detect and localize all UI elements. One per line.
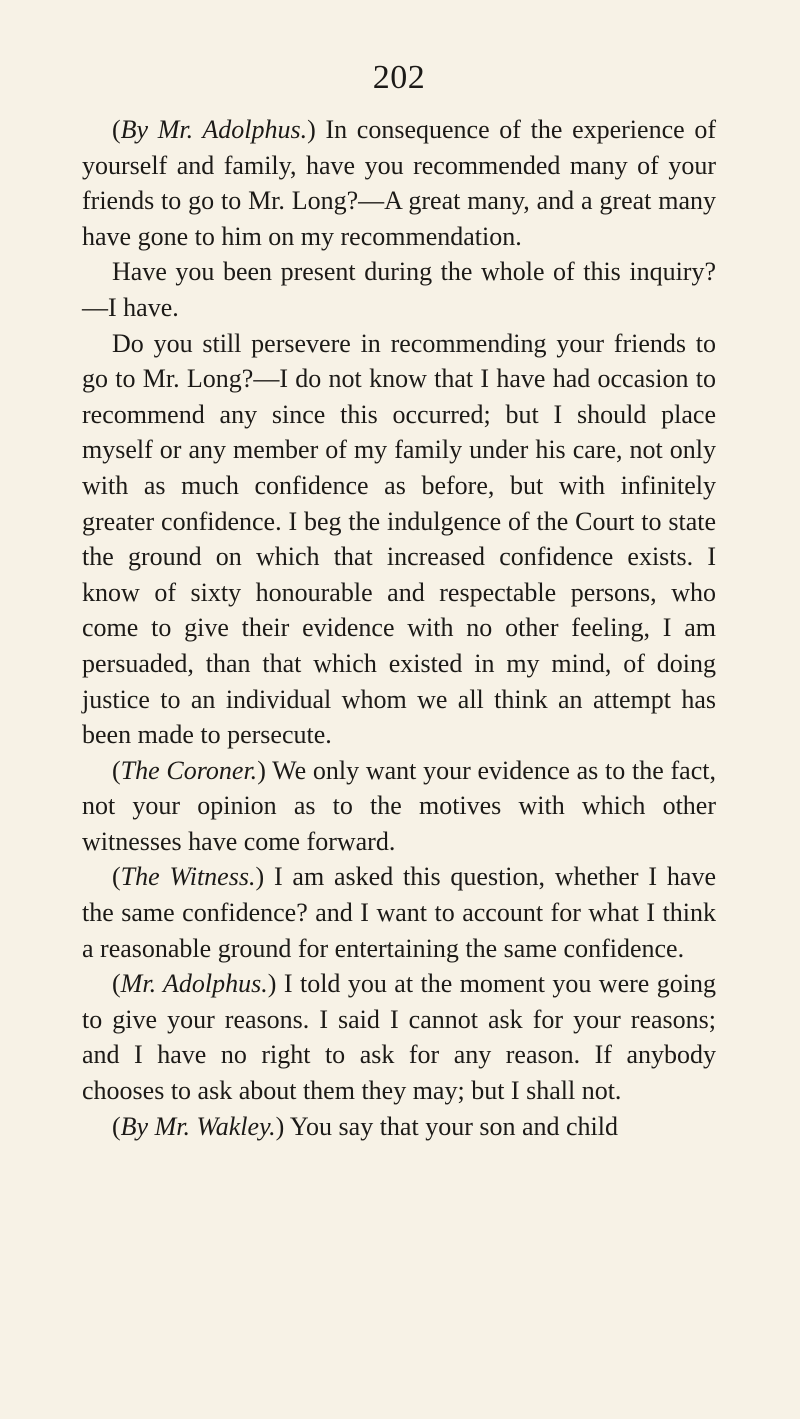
paren-close: ) xyxy=(275,1111,290,1141)
paragraph-3 xyxy=(82,326,716,753)
paragraph-text: Do you still persevere in recommending your friends to go to Mr. Long?—I do not know that I have had occasion to recommend any since this occurred; but I should place myself or any member of my family under his care, not only with as much confidence as before, but with infinitely greater confidence. I beg the indulgence of the Court to state the ground on which that increased confidence exists. I know of sixty honourable and respectable persons, who come to give their evidence with no other feeling, I am persuaded, than that which existed in my mind, of doing justice to an individual whom we all think an attempt has been made to persecute. xyxy=(82,328,716,750)
speaker-label: The Witness. xyxy=(120,862,256,892)
paren-close: ) xyxy=(307,115,326,144)
paragraph-7 xyxy=(82,1109,716,1145)
paren-close: ) xyxy=(257,755,273,785)
paragraph-text: I am asked this question, whether I have the same confidence? and I want to account for what I think a reasonable ground for entertaining the same confidence. xyxy=(82,862,716,963)
paragraph-1 xyxy=(82,112,716,254)
paragraph-text: Have you been present during the whole of this inquiry?—I have. xyxy=(82,257,716,322)
paren-open: ( xyxy=(112,115,121,144)
paragraph-2 xyxy=(82,254,716,325)
speaker-label: Mr. Adolphus. xyxy=(120,969,268,999)
paren-close: ) xyxy=(255,862,274,892)
paragraph-text: You say that your son and child xyxy=(289,1111,618,1141)
paragraph-text: In consequence of the experience of yourself and family, have you recommended many of your friends to go to Mr. Long?—A great many, and a great many have gone to him on my recommendation. xyxy=(82,115,716,251)
paren-open: ( xyxy=(112,1111,121,1141)
paragraph-6 xyxy=(82,966,716,1108)
paren-open: ( xyxy=(112,862,121,892)
paragraph-text: We only want your evidence as to the fact, not your opinion as to the motives with which other witnesses have come forward. xyxy=(82,755,716,856)
paragraph-4 xyxy=(82,753,716,860)
speaker-label: By Mr. Wakley. xyxy=(120,1111,276,1141)
page-number: 202 xyxy=(372,59,426,96)
page-body xyxy=(82,112,716,1144)
speaker-label: The Coroner. xyxy=(120,755,258,785)
paragraph-text: I told you at the moment you were going to give your reasons. I said I cannot ask for your reasons; and I have no right to ask for any reason. If anybody chooses to ask about them they may; but I shall not. xyxy=(82,969,716,1106)
paragraph-5 xyxy=(82,859,716,966)
paren-open: ( xyxy=(112,969,121,999)
paren-open: ( xyxy=(112,755,121,785)
speaker-label: By Mr. Adolphus. xyxy=(120,115,308,144)
paren-close: ) xyxy=(267,969,284,999)
